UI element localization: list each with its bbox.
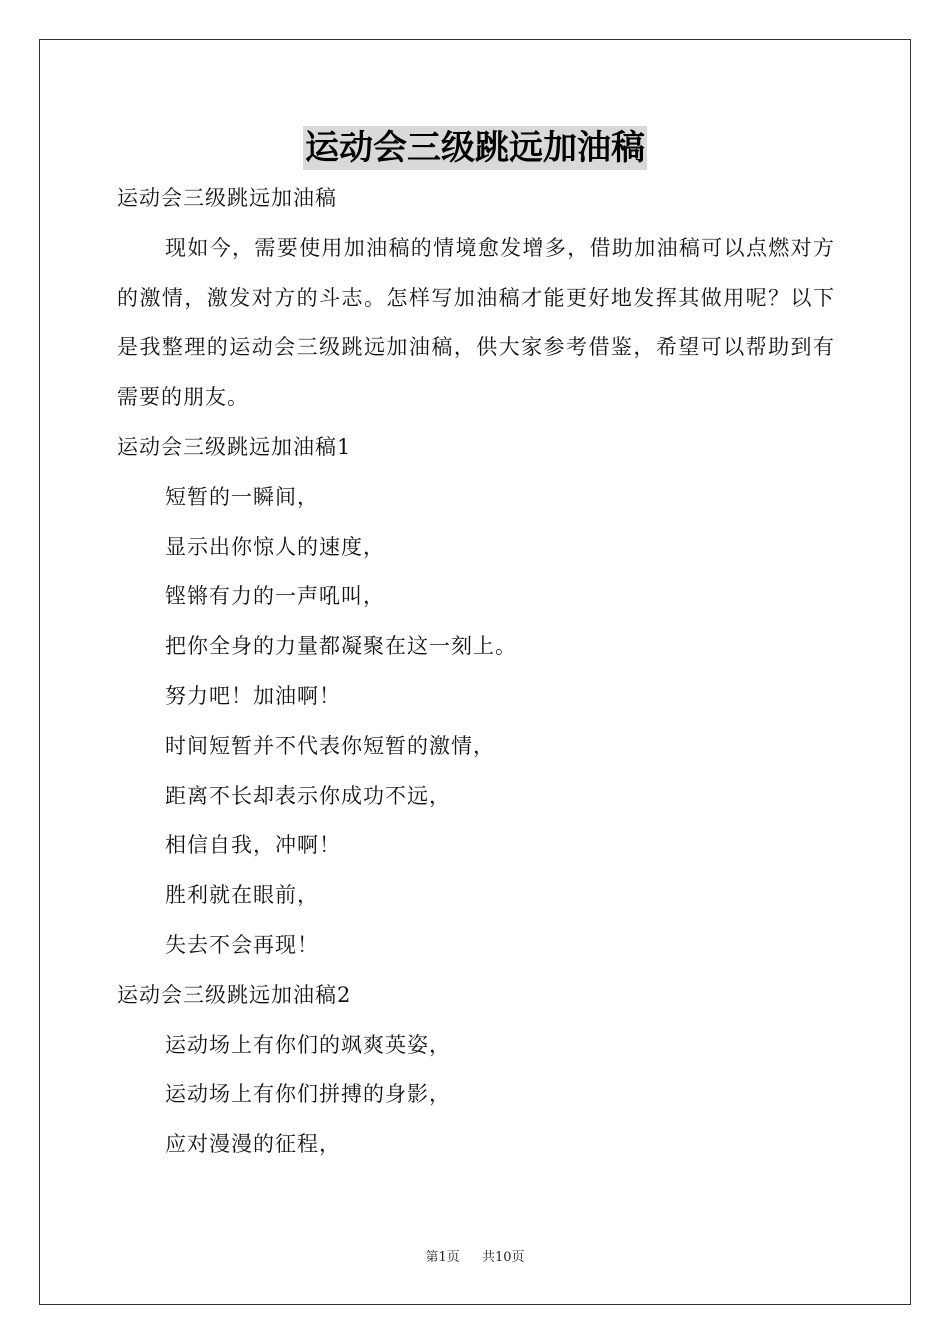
poem-line: 短暂的一瞬间， bbox=[165, 484, 319, 509]
poem-line: 把你全身的力量都凝聚在这一刻上。 bbox=[165, 634, 517, 659]
page-number: 第1页 bbox=[425, 1250, 460, 1265]
poem-line: 运动场上有你们的飒爽英姿， bbox=[165, 1032, 451, 1057]
document-title: 运动会三级跳远加油稿 bbox=[305, 128, 645, 168]
poem-line: 距离不长却表示你成功不远， bbox=[165, 783, 451, 808]
poem-line: 相信自我，冲啊！ bbox=[165, 833, 341, 858]
section-heading-2: 运动会三级跳远加油稿2 bbox=[117, 982, 352, 1007]
poem-line: 胜利就在眼前， bbox=[165, 883, 319, 908]
subtitle: 运动会三级跳远加油稿 bbox=[117, 186, 337, 210]
page-footer bbox=[0, 1246, 950, 1265]
title-wrap bbox=[0, 126, 950, 170]
section-heading-1: 运动会三级跳远加油稿1 bbox=[117, 434, 352, 459]
intro-paragraph: 现如今，需要使用加油稿的情境愈发增多，借助加油稿可以点燃对方的激情，激发对方的斗志。怎样写加油稿才能更好地发挥其做用呢？以下是我整理的运动会三级跳远加油稿，供大家参考借鉴，希望可以帮助到有需要的朋友。 bbox=[117, 235, 835, 410]
poem-line: 应对漫漫的征程， bbox=[165, 1132, 341, 1157]
poem-line: 时间短暂并不代表你短暂的激情， bbox=[165, 733, 495, 758]
poem-line: 失去不会再现！ bbox=[165, 932, 319, 957]
document-body bbox=[117, 174, 837, 1170]
poem-line: 显示出你惊人的速度， bbox=[165, 534, 385, 559]
page-total: 共10页 bbox=[482, 1250, 525, 1265]
poem-line: 运动场上有你们拼搏的身影， bbox=[165, 1082, 451, 1107]
poem-line: 铿锵有力的一声吼叫， bbox=[165, 584, 385, 609]
poem-line: 努力吧！加油啊！ bbox=[165, 683, 341, 708]
